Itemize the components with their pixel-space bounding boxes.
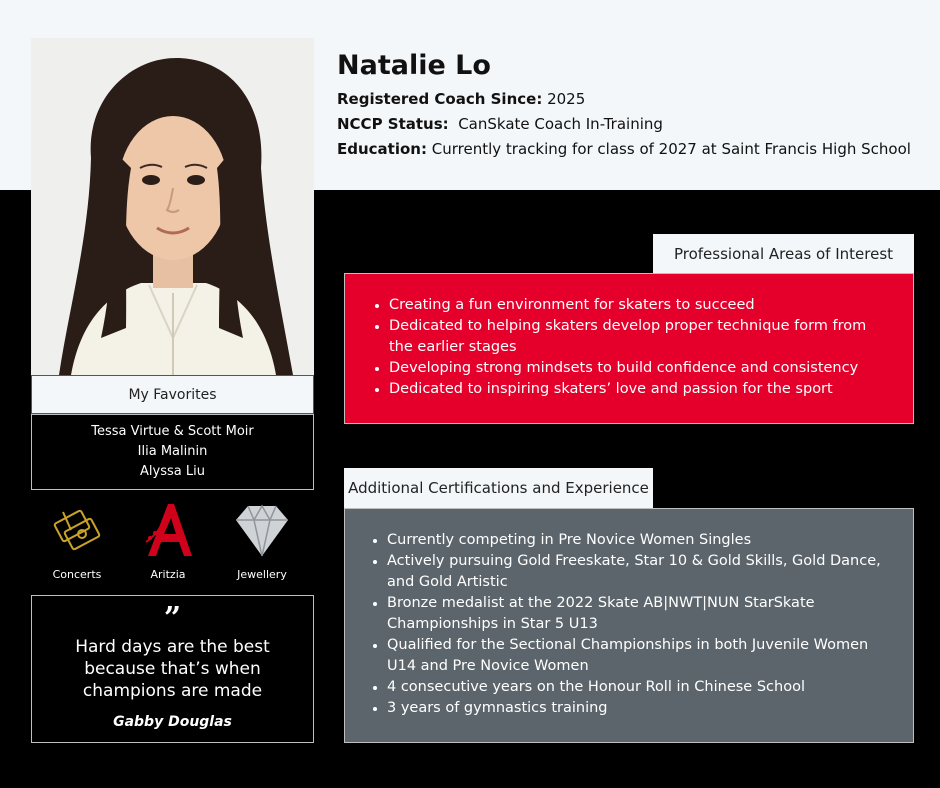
favorite-concerts (37, 502, 117, 581)
list-item: Qualified for the Sectional Championships in both Juvenile Women U14 and Pre Novice Women (367, 635, 899, 677)
coach-since-value: 2025 (542, 90, 586, 108)
list-item: Bronze medalist at the 2022 Skate AB|NWT|NUN StarSkate Championships in Star 5 U13 (367, 593, 899, 635)
quote-mark-icon: ” (163, 601, 182, 636)
education-value: Currently tracking for class of 2027 at Saint Francis High School (426, 140, 911, 158)
concerts-label: Concerts (52, 568, 102, 581)
favorite-item: Alyssa Liu (140, 464, 205, 479)
certifications-panel (344, 508, 914, 743)
favorites-list (31, 414, 314, 490)
professional-interests-header: Professional Areas of Interest (653, 234, 914, 273)
certifications-list (367, 530, 899, 719)
list-item: Creating a fun environment for skaters to succeed (369, 295, 893, 316)
quote-card (31, 595, 314, 743)
list-item: 3 years of gymnastics training (367, 698, 899, 719)
nccp-status-label: NCCP Status: (337, 115, 449, 133)
professional-interests-panel (344, 273, 914, 424)
coach-since-line (337, 90, 585, 108)
profile-photo (31, 38, 314, 375)
diamond-icon (234, 502, 290, 562)
certifications-header: Additional Certifications and Experience (344, 468, 653, 508)
aritzia-logo-icon (140, 502, 196, 562)
jewellery-label: Jewellery (237, 568, 287, 581)
quote-text: Hard days are the best because that’s when champions are made (75, 637, 270, 701)
profile-name: Natalie Lo (337, 50, 491, 81)
list-item: Actively pursuing Gold Freeskate, Star 10 & Gold Skills, Gold Dance, and Gold Artistic (367, 551, 899, 593)
list-item: Developing strong mindsets to build confidence and consistency (369, 358, 893, 379)
favorite-aritzia (128, 502, 208, 581)
list-item: Dedicated to inspiring skaters’ love and passion for the sport (369, 379, 893, 400)
favorite-item: Ilia Malinin (137, 444, 208, 459)
aritzia-label: Aritzia (150, 568, 186, 581)
favorite-jewellery (222, 502, 302, 581)
nccp-status-value: CanSkate Coach In-Training (448, 115, 663, 133)
nccp-status-line (337, 115, 663, 133)
favorite-item: Tessa Virtue & Scott Moir (91, 424, 254, 439)
list-item: Currently competing in Pre Novice Women Singles (367, 530, 899, 551)
list-item: Dedicated to helping skaters develop proper technique form from the earlier stages (369, 316, 893, 358)
coach-since-label: Registered Coach Since: (337, 90, 543, 108)
quote-author: Gabby Douglas (113, 714, 232, 730)
list-item: 4 consecutive years on the Honour Roll in Chinese School (367, 677, 899, 698)
education-line (337, 140, 911, 158)
favorites-header: My Favorites (31, 375, 314, 414)
concert-tickets-icon (49, 502, 105, 562)
professional-interests-list (369, 295, 893, 400)
education-label: Education: (337, 140, 427, 158)
